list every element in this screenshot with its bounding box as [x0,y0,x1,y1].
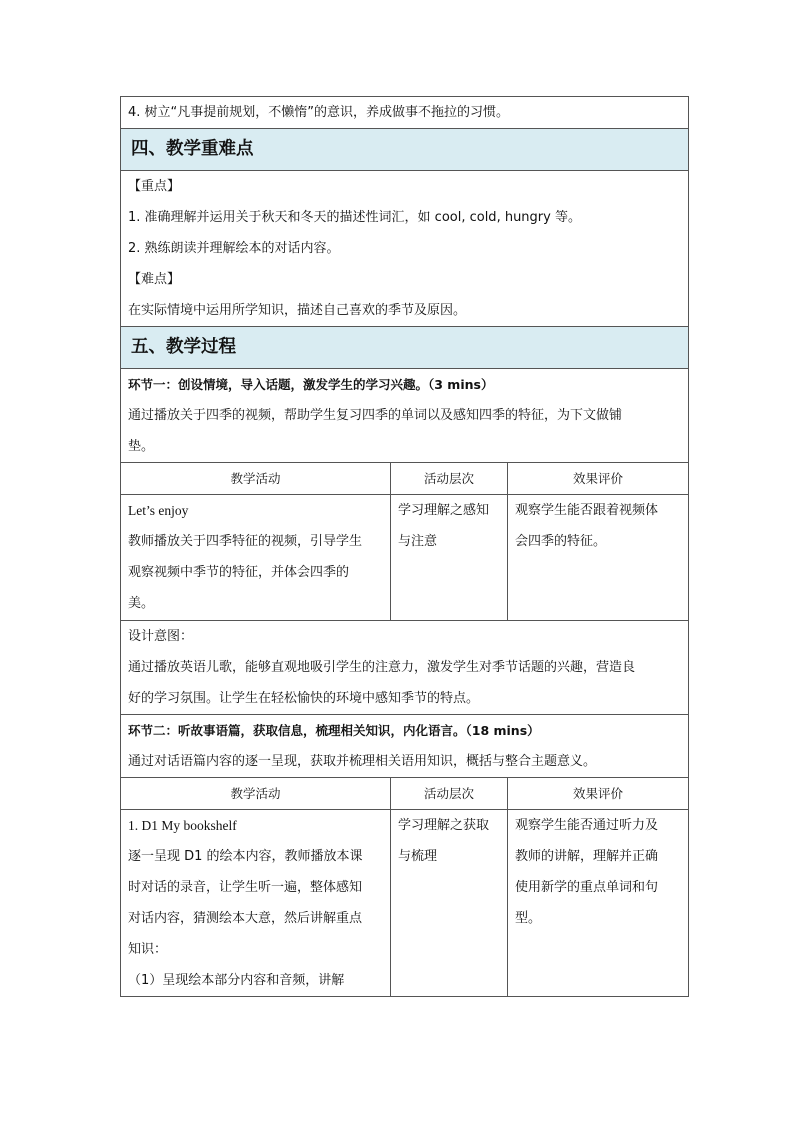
stage1-activity-line: 美。 [128,596,155,611]
goal-row [121,97,689,129]
section-four-heading: 四、教学重难点 [121,129,689,171]
stage2-eval-line: 教师的讲解，理解并正确 [515,849,659,864]
stage1-activity-cell [121,495,391,621]
stage2-header-level: 活动层次 [391,778,508,810]
stage2-header-row [121,778,689,810]
section-four-row [121,129,689,171]
stage2-activity-line: （1）呈现绘本部分内容和音频，讲解 [128,973,345,988]
stage1-header-eval: 效果评价 [508,463,689,495]
stage1-header-activity: 教学活动 [121,463,391,495]
stage1-eval-line: 会四季的特征。 [515,534,607,549]
key-point-2: 2. 熟练朗读并理解绘本的对话内容。 [128,241,340,256]
stage2-content-row [121,810,689,997]
stage2-title: 环节二：听故事语篇，获取信息，梳理相关知识，内化语言。（18 mins） [128,723,540,738]
stage1-design-cell [121,621,689,715]
stage1-level-cell [391,495,508,621]
key-point-1: 1. 准确理解并运用关于秋天和冬天的描述性词汇，如 cool, cold, hungry 等。 [128,210,581,225]
stage2-intro-cell [121,715,689,778]
stage1-desc-line1: 通过播放关于四季的视频，帮助学生复习四季的单词以及感知四季的特征，为下文做铺 [128,408,623,423]
stage2-activity-line: 时对话的录音，让学生听一遍，整体感知 [128,880,363,895]
design-intent-line2: 好的学习氛围。让学生在轻松愉快的环境中感知季节的特点。 [128,691,480,706]
stage1-header-level: 活动层次 [391,463,508,495]
stage2-desc: 通过对话语篇内容的逐一呈现，获取并梳理相关语用知识，概括与整合主题意义。 [128,754,597,769]
stage1-level-line: 与注意 [398,534,438,549]
stage1-content-row [121,495,689,621]
stage1-header-row [121,463,689,495]
difficult-point-1: 在实际情境中运用所学知识，描述自己喜欢的季节及原因。 [128,303,467,318]
stage2-header-eval: 效果评价 [508,778,689,810]
stage2-activity-title: 1. D1 My bookshelf [128,818,237,833]
goal-4-text: 4. 树立“凡事提前规划，不懒惰”的意识，养成做事不拖拉的习惯。 [121,97,689,129]
key-difficult-points-row [121,171,689,327]
stage1-intro-cell [121,369,689,463]
stage2-eval-line: 观察学生能否通过听力及 [515,818,659,833]
stage1-activity-line: 教师播放关于四季特征的视频，引导学生 [128,534,363,549]
stage2-level-line: 学习理解之获取 [398,818,490,833]
stage1-eval-cell [508,495,689,621]
stage1-desc-line2: 垫。 [128,439,155,454]
lesson-plan-document [120,96,688,997]
stage2-header-activity: 教学活动 [121,778,391,810]
stage1-eval-line: 观察学生能否跟着视频体 [515,503,659,518]
design-intent-line1: 通过播放英语儿歌，能够直观地吸引学生的注意力，激发学生对季节话题的兴趣，营造良 [128,660,636,675]
stage2-activity-cell [121,810,391,997]
stage2-level-line: 与梳理 [398,849,438,864]
stage1-intro-row [121,369,689,463]
stage2-activity-line: 逐一呈现 D1 的绘本内容，教师播放本课 [128,849,363,864]
stage2-intro-row [121,715,689,778]
key-points-label: 【重点】 [128,179,181,194]
stage1-activity-line: 观察视频中季节的特征，并体会四季的 [128,565,350,580]
stage2-eval-cell [508,810,689,997]
stage1-design-row [121,621,689,715]
stage2-activity-line: 对话内容，猜测绘本大意，然后讲解重点 [128,911,363,926]
stage1-title: 环节一：创设情境，导入话题，激发学生的学习兴趣。（3 mins） [128,377,494,392]
difficult-points-label: 【难点】 [128,272,181,287]
section-five-row [121,327,689,369]
stage1-activity-title: Let’s enjoy [128,503,189,518]
section-five-heading: 五、教学过程 [121,327,689,369]
design-intent-label: 设计意图： [128,629,194,644]
stage2-eval-line: 使用新学的重点单词和句 [515,880,659,895]
stage1-level-line: 学习理解之感知 [398,503,490,518]
stage2-activity-line: 知识： [128,942,168,957]
key-difficult-points-cell [121,171,689,327]
lesson-plan-table [120,96,689,997]
stage2-level-cell [391,810,508,997]
stage2-eval-line: 型。 [515,911,542,926]
